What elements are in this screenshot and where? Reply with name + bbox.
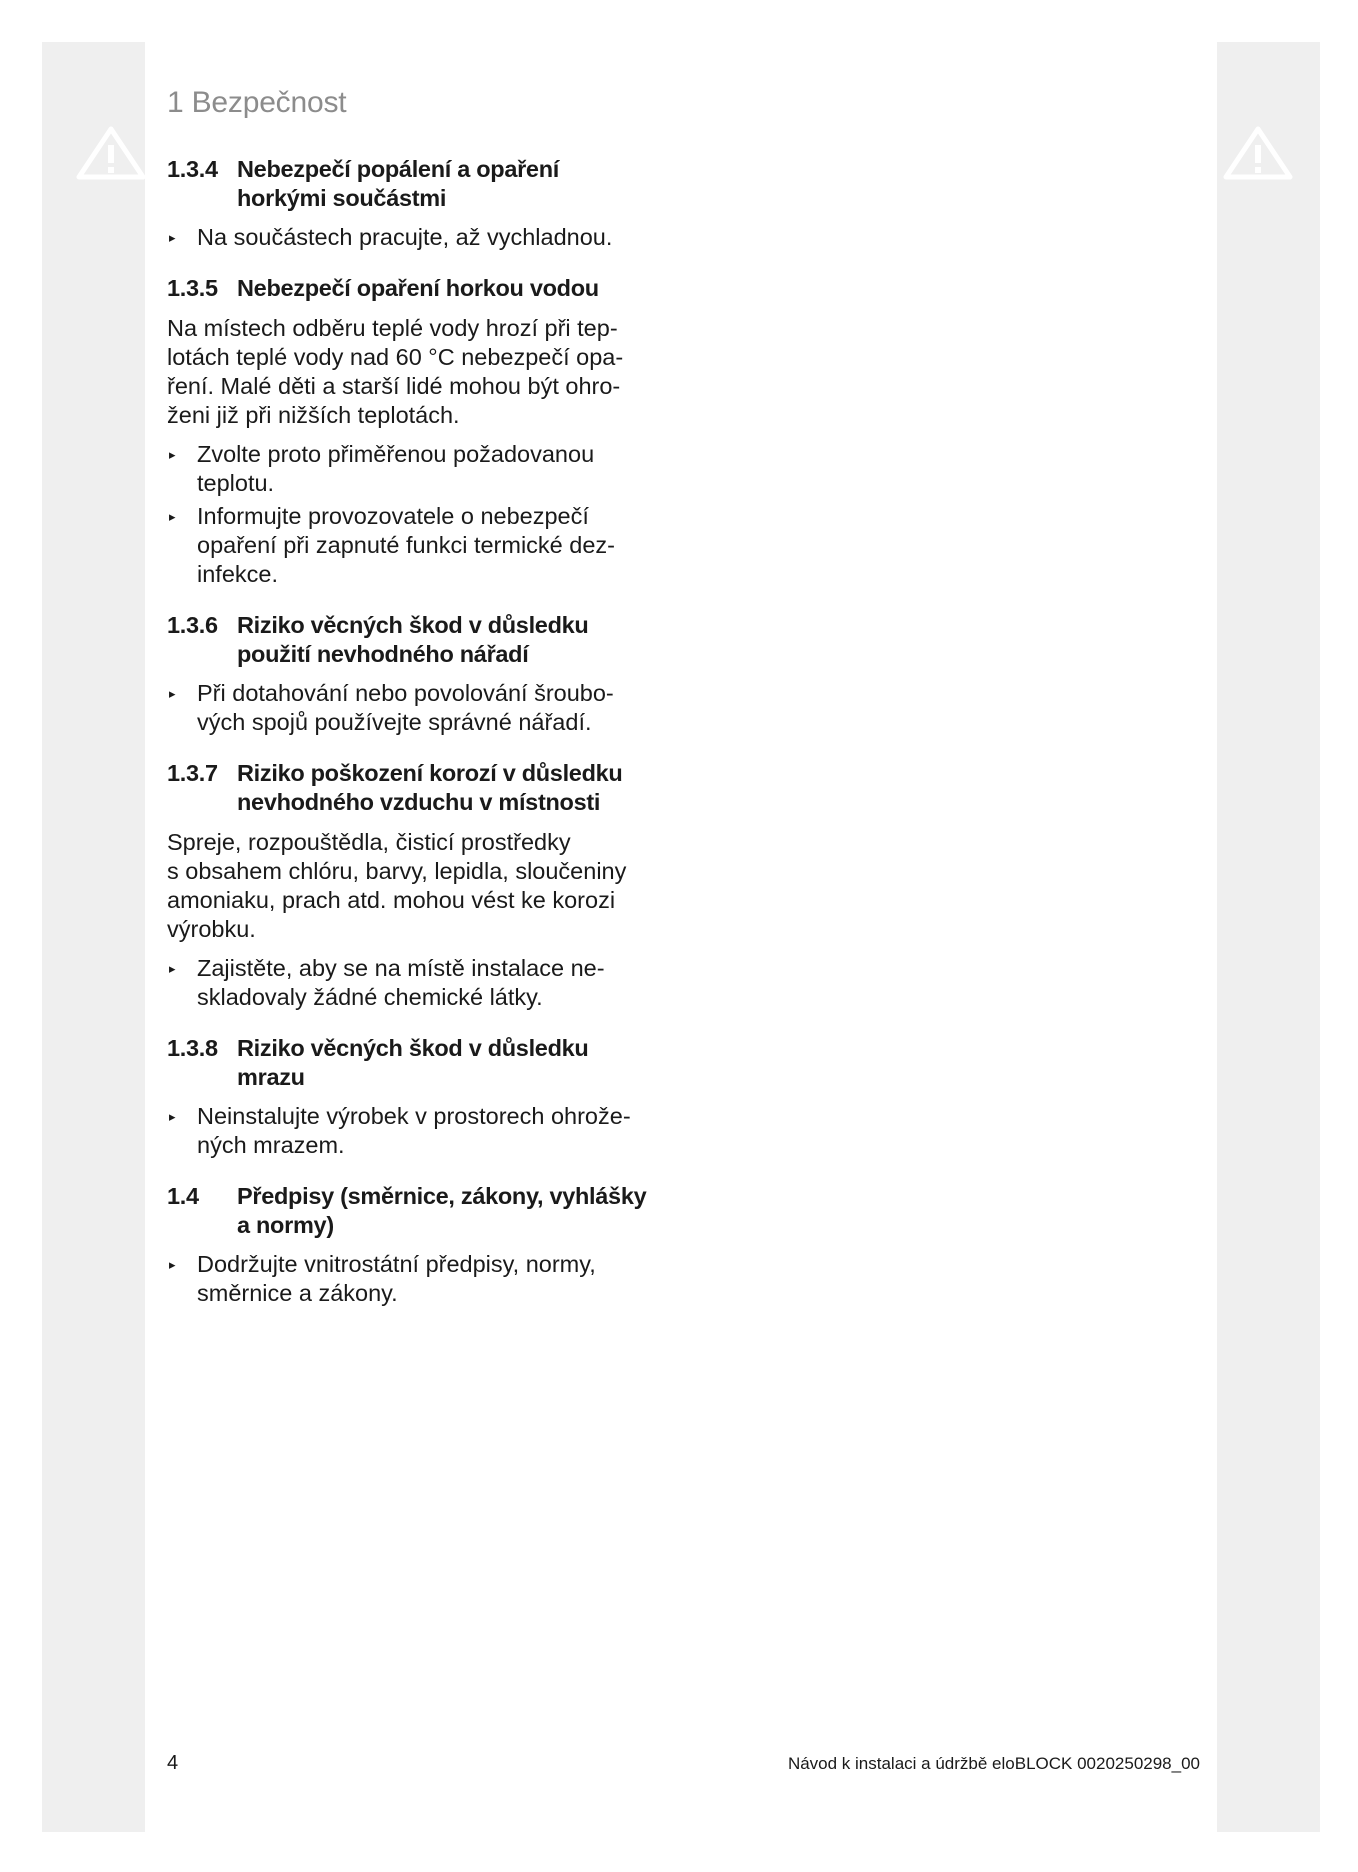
section-heading [167,1182,677,1240]
bullet-text-line: ných mrazem. [197,1132,345,1158]
paragraph-line: ření. Malé děti a starší lidé mohou být ohro- [167,373,621,399]
section-heading [167,759,677,817]
bullet-text-line: infekce. [197,561,278,587]
bullet-arrow-icon: ▸ [169,230,176,245]
bullet-item [167,1102,677,1160]
section-title-line: Riziko věcných škod v důsledku [237,612,589,638]
bullet-arrow-icon: ▸ [169,509,176,524]
section-number: 1.3.4 [167,156,218,182]
section-number: 1.3.6 [167,612,218,638]
bullet-arrow-icon: ▸ [169,1257,176,1272]
section-title-line: Předpisy (směrnice, zákony, vyhlášky [237,1183,647,1209]
content-column [167,155,677,1308]
paragraph-line: lotách teplé vody nad 60 °C nebezpečí opa- [167,344,624,370]
bullet-text-line: skladovaly žádné chemické látky. [197,984,543,1010]
bullet-text-line: Zajistěte, aby se na místě instalace ne- [197,955,605,981]
section-heading [167,611,677,669]
section-paragraph [167,314,677,430]
bullet-list [167,679,677,737]
bullet-text-line: opaření při zapnuté funkci termické dez- [197,532,615,558]
bullet-list [167,440,677,589]
section-title-line: Nebezpečí opaření horkou vodou [237,275,599,301]
bullet-item [167,679,677,737]
section-heading [167,155,677,213]
bullet-text-line: Neinstalujte výrobek v prostorech ohrože- [197,1103,631,1129]
section-number: 1.3.7 [167,760,218,786]
section-title-line: Riziko věcných škod v důsledku [237,1035,589,1061]
section-title-line: a normy) [237,1212,334,1238]
section-paragraph [167,828,677,944]
bullet-item [167,440,677,498]
footer-doc-reference: Návod k instalaci a údržbě eloBLOCK 0020250298_00 [787,1754,1200,1773]
chapter-title: 1 Bezpečnost [167,86,347,119]
paragraph-line: ženi již při nižších teplotách. [167,402,460,428]
bullet-text-line: Dodržujte vnitrostátní předpisy, normy, [197,1251,596,1277]
section-title [237,274,677,303]
bullet-arrow-icon: ▸ [169,686,176,701]
bullet-arrow-icon: ▸ [169,447,176,462]
bullet-text-line: Informujte provozovatele o nebezpečí [197,503,589,529]
bullet-text-line: Při dotahování nebo povolování šroubo- [197,680,614,706]
paragraph-line: s obsahem chlóru, barvy, lepidla, sloučeniny [167,858,627,884]
section-title [237,1182,677,1240]
section-title-line: Riziko poškození korozí v důsledku [237,760,623,786]
bullet-text-line: teplotu. [197,470,275,496]
section-number: 1.3.5 [167,275,218,301]
page-number: 4 [167,1752,179,1774]
bullet-text-line: Na součástech pracujte, až vychladnou. [197,224,613,250]
section-title-line: použití nevhodného nářadí [237,641,529,667]
paragraph-line: amoniaku, prach atd. mohou vést ke korozi [167,887,616,913]
section-heading [167,274,677,303]
paragraph-line: Spreje, rozpouštědla, čisticí prostředky [167,829,571,855]
section-title [237,155,677,213]
right-margin-band [1217,42,1320,1832]
bullet-item [167,502,677,589]
bullet-item [167,954,677,1012]
paragraph-line: výrobku. [167,916,256,942]
bullet-list [167,1102,677,1160]
section-title-line: Nebezpečí popálení a opaření [237,156,559,182]
bullet-text-line: Zvolte proto přiměřenou požadovanou [197,441,595,467]
section-number: 1.4 [167,1183,199,1209]
section-title-line: nevhodného vzduchu v místnosti [237,789,601,815]
bullet-arrow-icon: ▸ [169,1109,176,1124]
section-title [237,1034,677,1092]
bullet-text-line: vých spojů používejte správné nářadí. [197,709,592,735]
left-margin-band [42,42,145,1832]
bullet-list [167,1250,677,1308]
bullet-text-line: směrnice a zákony. [197,1280,398,1306]
section-title-line: mrazu [237,1064,305,1090]
bullet-list [167,223,677,252]
section-title [237,759,677,817]
section-heading [167,1034,677,1092]
bullet-list [167,954,677,1012]
bullet-arrow-icon: ▸ [169,961,176,976]
warning-triangle-icon [1222,125,1294,181]
bullet-item [167,223,677,252]
section-title [237,611,677,669]
section-title-line: horkými součástmi [237,185,447,211]
section-number: 1.3.8 [167,1035,218,1061]
warning-triangle-icon [75,125,147,181]
paragraph-line: Na místech odběru teplé vody hrozí při tep- [167,315,618,341]
bullet-item [167,1250,677,1308]
